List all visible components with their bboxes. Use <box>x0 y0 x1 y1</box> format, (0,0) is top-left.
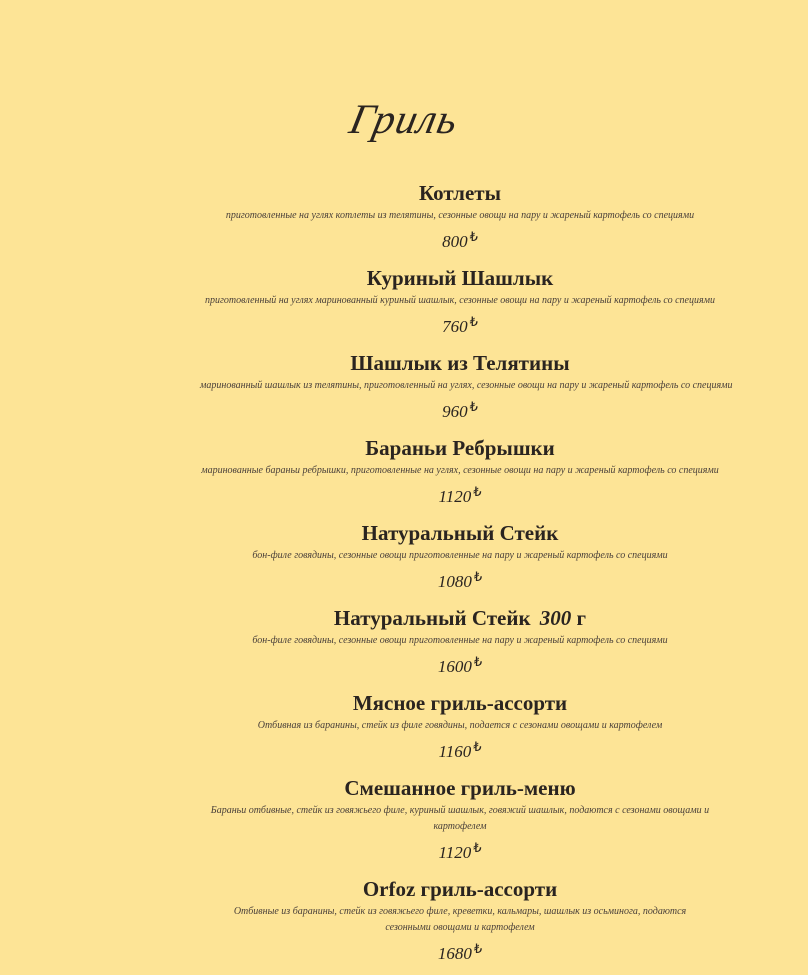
item-name: Натуральный Стейк <box>333 606 531 630</box>
item-description: приготовленные на углях котлеты из телятины, сезонные овощи на пару и жареный картофель со специями <box>225 210 695 221</box>
item-description: маринованный шашлык из телятины, приготовленный на углях, сезонные овощи на пару и жареный картофель со специями <box>200 380 733 391</box>
menu-item <box>200 433 720 510</box>
currency-symbol: ₺ <box>473 840 482 855</box>
item-price-line <box>200 936 720 967</box>
item-weight-unit: г <box>576 606 587 630</box>
item-description: бон-филе говядины, сезонные овощи приготовленные на пару и жареный картофель со специями <box>252 635 668 646</box>
item-name: Куриный Шашлык <box>366 266 554 290</box>
menu-item <box>200 518 720 595</box>
item-name: Мясное гриль-ассорти <box>352 691 568 715</box>
menu-item <box>200 348 733 425</box>
menu-item <box>200 603 720 680</box>
item-price-line <box>200 649 720 680</box>
section-title: Гриль <box>345 97 463 143</box>
item-price: 1600 <box>437 657 472 676</box>
item-price: 1160 <box>438 742 472 761</box>
item-price-line <box>200 479 720 510</box>
item-price-line <box>200 835 720 866</box>
item-price: 760 <box>442 317 468 336</box>
menu-item <box>200 874 720 967</box>
currency-symbol: ₺ <box>469 229 478 244</box>
item-name: Бараньи Ребрышки <box>365 436 555 460</box>
item-name: Orfoz гриль-ассорти <box>362 877 558 901</box>
item-price-line <box>200 394 720 425</box>
currency-symbol: ₺ <box>473 941 483 956</box>
item-description: Отбивные из баранины, стейк из говяжьего филе, креветки, кальмары, шашлык из осьминога, подаются сезонными овощами и картофелем <box>233 906 687 933</box>
menu-item <box>200 263 720 340</box>
item-price: 1680 <box>437 944 472 963</box>
currency-symbol: ₺ <box>473 569 483 584</box>
currency-symbol: ₺ <box>473 654 483 669</box>
item-description: бон-филе говядины, сезонные овощи приготовленные на пару и жареный картофель со специями <box>252 550 668 561</box>
currency-symbol: ₺ <box>473 484 482 499</box>
item-name: Шашлык из Телятины <box>350 351 570 375</box>
item-price: 1080 <box>437 572 472 591</box>
item-name: Котлеты <box>418 181 501 205</box>
item-description: маринованные бараньи ребрышки, приготовленные на углях, сезонные овощи на пару и жареный картофель со специями <box>201 465 719 476</box>
item-name-line <box>200 603 720 633</box>
item-price-line <box>200 564 720 595</box>
menu-list <box>200 178 733 975</box>
item-description: приготовленный на углях маринованный куриный шашлык, сезонные овощи на пару и жареный картофель со специями <box>205 295 715 306</box>
currency-symbol: ₺ <box>473 739 482 754</box>
menu-item <box>200 688 720 765</box>
item-description: Отбивная из баранины, стейк из филе говядины, подается с сезонами овощами и картофелем <box>257 720 663 731</box>
currency-symbol: ₺ <box>469 314 478 329</box>
item-weight-value: 300 <box>539 606 572 630</box>
item-name: Смешанное гриль-меню <box>344 776 576 800</box>
menu-item <box>200 773 720 866</box>
item-price: 1120 <box>438 843 472 862</box>
menu-item <box>200 178 720 255</box>
item-price: 960 <box>442 402 468 421</box>
item-name: Натуральный Стейк <box>361 521 559 545</box>
item-price-line <box>200 734 720 765</box>
item-price-line <box>200 309 720 340</box>
item-description: Бараньи отбивные, стейк из говяжьего филе, куриный шашлык, говяжий шашлык, подаются с сезонами овощами и картофелем <box>210 805 710 832</box>
item-price: 1120 <box>438 487 472 506</box>
item-price-line <box>200 224 720 255</box>
item-price: 800 <box>442 232 468 251</box>
currency-symbol: ₺ <box>469 399 478 414</box>
